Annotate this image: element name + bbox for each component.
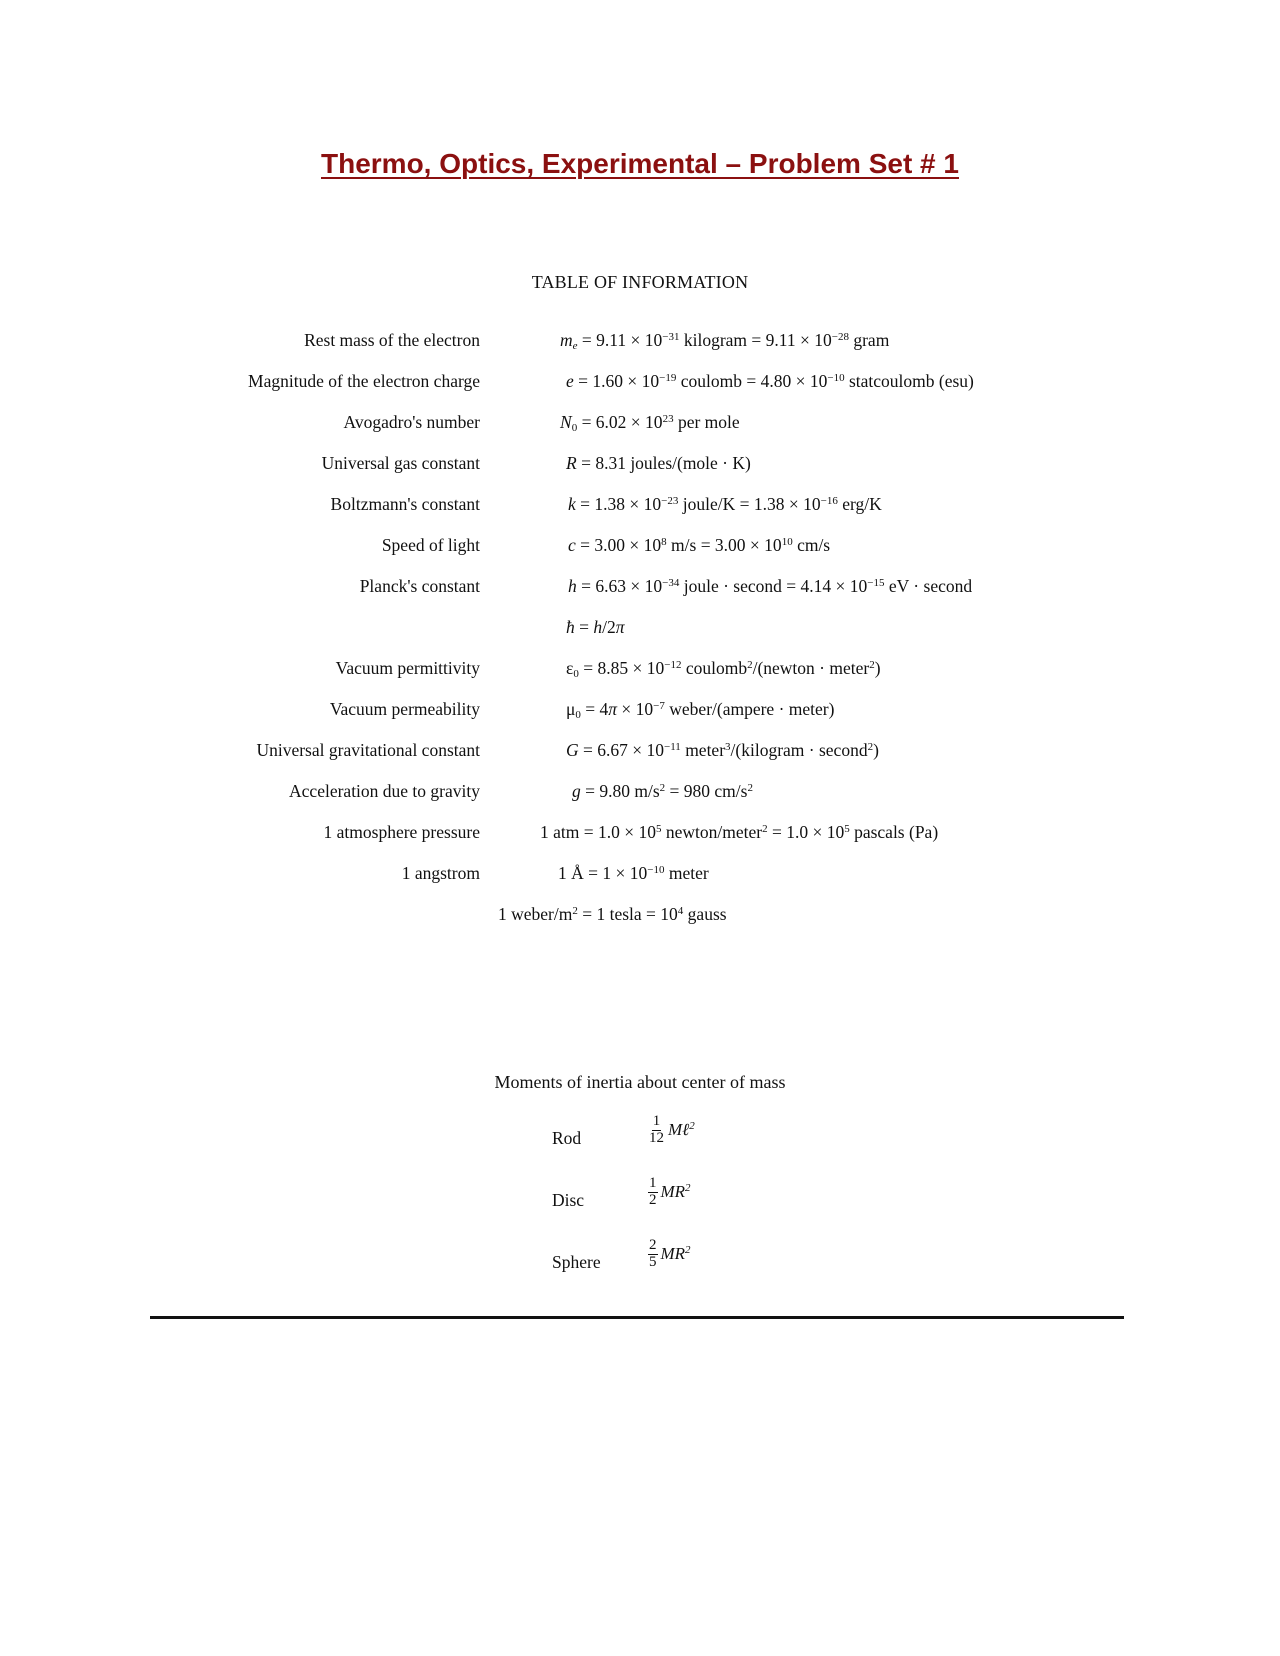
constant-row — [0, 904, 1280, 934]
constant-value: R = 8.31 joules/(mole · K) — [566, 453, 751, 473]
constant-row — [0, 617, 1280, 647]
constant-value: $m_e = 9.11 \times 10^{-31}$ kilogram = $9.11 \times 10^{-28}$ gram — [560, 330, 890, 352]
constant-label: Rest mass of the electron — [304, 330, 480, 350]
constant-row — [0, 330, 1280, 360]
constant-row — [0, 535, 1280, 565]
fraction-numerator: 1 — [649, 1175, 657, 1191]
fraction — [648, 1176, 658, 1209]
moment-formula — [648, 1176, 691, 1209]
moment-row-disc — [0, 1176, 1280, 1226]
constant-row — [0, 371, 1280, 401]
constant-label: Vacuum permittivity — [335, 658, 480, 678]
moments-title: Moments of inertia about center of mass — [494, 1072, 786, 1092]
constant-value: ħ = h/2π — [566, 617, 625, 637]
table-title: TABLE OF INFORMATION — [531, 272, 749, 292]
constant-label: Acceleration due to gravity — [289, 781, 480, 801]
moment-row-sphere — [0, 1238, 1280, 1288]
constant-label: Planck's constant — [359, 576, 480, 596]
fraction-denominator: 2 — [649, 1191, 657, 1208]
moment-name: Sphere — [552, 1252, 601, 1272]
page-title: Thermo, Optics, Experimental – Problem Set # 1 — [321, 148, 959, 179]
moment-expression: Mℓ$^2$ — [668, 1120, 695, 1140]
constant-value: g = 9.80 $m/s^2 = 980$ $cm/s^2$ — [572, 781, 753, 801]
constant-row — [0, 699, 1280, 729]
horizontal-rule — [150, 1316, 1124, 1319]
constant-value: $h = 6.63 \times 10^{-34}$ joule · second = $4.14 \times 10^{-15}$ eV · second — [568, 576, 973, 596]
constant-row — [0, 781, 1280, 811]
moment-row-rod — [0, 1114, 1280, 1164]
fraction-numerator: 2 — [649, 1237, 657, 1253]
constant-label: Magnitude of the electron charge — [248, 371, 480, 391]
constant-value: $G = 6.67 \times 10^{-11}$ meter$^3$/(kilogram · second$^2$) — [566, 740, 879, 760]
constant-label: Boltzmann's constant — [330, 494, 480, 514]
constant-row — [0, 740, 1280, 770]
constant-row — [0, 412, 1280, 442]
constant-value: $k = 1.38 \times 10^{-23}$ joule/K = $1.38 \times 10^{-16}$ erg/K — [568, 494, 882, 514]
moment-expression: $MR^2$ — [660, 1182, 691, 1202]
fraction — [648, 1238, 658, 1271]
constant-row — [0, 658, 1280, 688]
constant-value: 1 atm = $1.0 \times 10^5$ newton/meter$^2$ = $1.0 \times 10^5$ pascals (Pa) — [540, 822, 939, 842]
constant-row — [0, 863, 1280, 893]
constant-value: $c = 3.00 \times 10^8$ $m/s = 3.00 \times 10^{10}$ cm/s — [568, 535, 831, 555]
fraction-denominator: 12 — [649, 1129, 664, 1146]
constant-row — [0, 576, 1280, 606]
constant-value: 1 Å = $1 \times 10^{-10}$ meter — [558, 863, 709, 883]
moment-expression: $MR^2$ — [660, 1244, 691, 1264]
moment-name: Disc — [552, 1190, 585, 1210]
fraction-numerator: 1 — [652, 1113, 661, 1129]
constant-label: Avogadro's number — [343, 412, 480, 432]
constant-label: 1 angstrom — [401, 863, 480, 883]
fraction — [648, 1114, 665, 1147]
constant-label: 1 atmosphere pressure — [323, 822, 480, 842]
fraction-denominator: 5 — [649, 1253, 657, 1270]
constant-value: $N_0 = 6.02 \times 10^{23}$ per mole — [560, 412, 740, 434]
constant-label: Vacuum permeability — [329, 699, 480, 719]
constant-label: Speed of light — [381, 535, 480, 555]
moment-formula — [648, 1114, 695, 1147]
constant-label: Universal gravitational constant — [256, 740, 480, 760]
constant-value: $\varepsilon_0 = 8.85 \times 10^{-12}$ coulomb$^2$/(newton · meter$^2$) — [566, 658, 881, 680]
moment-formula — [648, 1238, 691, 1271]
constant-label: Universal gas constant — [321, 453, 480, 473]
constant-value: $e = 1.60 \times 10^{-19}$ coulomb = $4.80 \times 10^{-10}$ statcoulomb (esu) — [566, 371, 974, 391]
moment-name: Rod — [552, 1128, 582, 1148]
constant-row — [0, 453, 1280, 483]
constant-row — [0, 822, 1280, 852]
constant-value: $\mu_0 = 4\pi \times 10^{-7}$ weber/(ampere · meter) — [566, 699, 835, 721]
constant-row — [0, 494, 1280, 524]
constant-value: 1 weber/$m^2 = 1$ tesla = $10^4$ gauss — [498, 904, 727, 924]
